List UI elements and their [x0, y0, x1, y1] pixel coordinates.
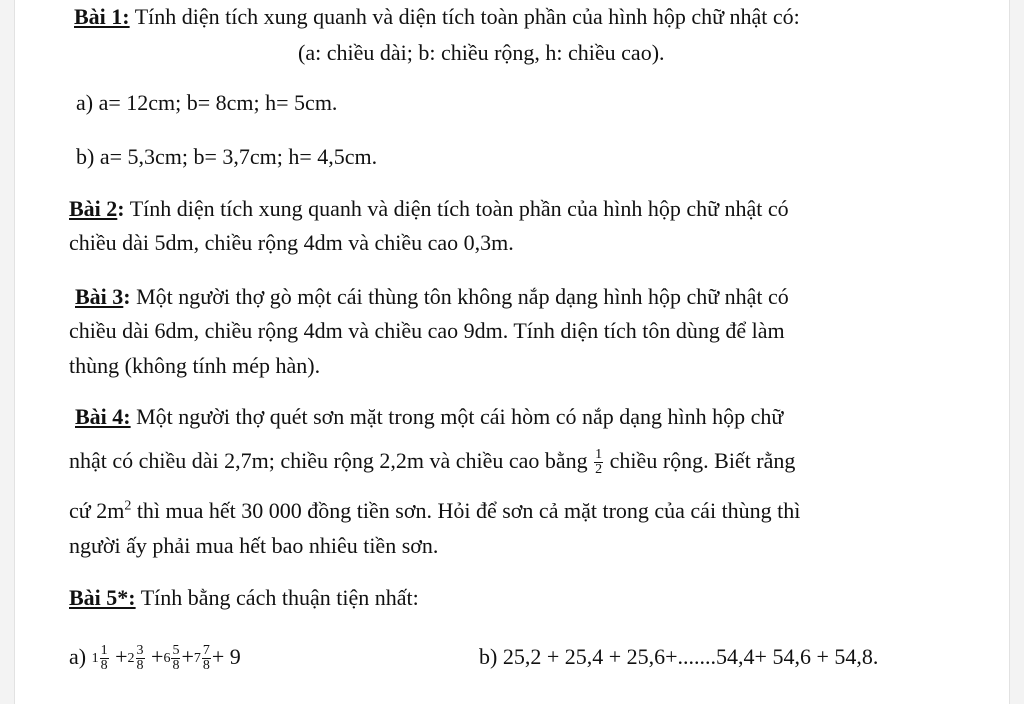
bai3-text1: Một người thợ gò một cái thùng tôn không nắp dạng hình hộp chữ nhật có [130, 284, 789, 309]
mixed-fraction [202, 644, 211, 673]
fraction-numerator: 7 [202, 643, 210, 659]
bai1-label: Bài 1: [74, 4, 130, 29]
operator: + [181, 644, 194, 669]
fraction-denominator: 8 [100, 658, 108, 674]
bai4-line4: người ấy phải mua hết bao nhiêu tiền sơn. [69, 533, 439, 558]
operator: + 9 [211, 644, 241, 669]
bai3-line2: chiều dài 6dm, chiều rộng 4dm và chiều cao 9dm. Tính diện tích tôn dùng để làm [69, 318, 785, 343]
bai5-line1 [69, 583, 419, 613]
fraction-numerator: 3 [136, 643, 144, 659]
bai2-line2: chiều dài 5dm, chiều rộng 4dm và chiều cao 0,3m. [69, 230, 514, 255]
bai2-line1 [69, 194, 789, 224]
mixed-number [91, 643, 128, 674]
bai5-text: Tính bằng cách thuận tiện nhất: [135, 585, 419, 610]
bai4-superscript: 2 [124, 498, 132, 514]
mixed-number [127, 643, 164, 674]
bai4-label: Bài 4: [75, 404, 131, 429]
fraction-denominator: 8 [172, 658, 180, 674]
page-edge-right [1009, 0, 1024, 704]
bai5-a-prefix: a) [69, 644, 92, 669]
bai1-note: (a: chiều dài; b: chiều rộng, h: chiều cao). [298, 40, 665, 65]
bai3-colon: : [123, 284, 131, 309]
bai4-text3b: thì mua hết 30 000 đồng tiền sơn. Hỏi để sơn cả mặt trong của cái thùng thì [131, 498, 801, 523]
bai4-text3a: cứ 2m [69, 498, 125, 523]
mixed-whole: 2 [127, 650, 135, 666]
bai5-part-b: b) 25,2 + 25,4 + 25,6+.......54,4+ 54,6 + 54,8. [479, 644, 879, 669]
fraction-denominator: 8 [202, 658, 210, 674]
operator: + [145, 644, 164, 669]
bai1-part-a: a) a= 12cm; b= 8cm; h= 5cm. [76, 90, 338, 115]
bai4-text2b: chiều rộng. Biết rằng [604, 448, 796, 473]
fraction-one-half [594, 448, 603, 477]
mixed-number [193, 643, 241, 674]
bai2-label: Bài 2 [69, 196, 118, 221]
bai2-colon: : [117, 196, 125, 221]
mixed-number [163, 643, 194, 674]
bai2-text1: Tính diện tích xung quanh và diện tích toàn phần của hình hộp chữ nhật có [124, 196, 789, 221]
bai4-line2 [69, 446, 795, 477]
fraction-denominator: 2 [595, 462, 603, 478]
fraction-numerator: 5 [172, 643, 180, 659]
mixed-fraction [171, 644, 180, 673]
bai1-part-b: b) a= 5,3cm; b= 3,7cm; h= 4,5cm. [76, 144, 378, 169]
mixed-fraction [100, 644, 109, 673]
mixed-whole: 6 [163, 650, 171, 666]
bai3-line1 [75, 282, 789, 312]
bai3-label: Bài 3 [75, 284, 124, 309]
operator: + [109, 644, 128, 669]
mixed-whole: 1 [91, 650, 99, 666]
fraction-numerator: 1 [595, 447, 603, 463]
bai1-text: Tính diện tích xung quanh và diện tích toàn phần của hình hộp chữ nhật có: [129, 4, 800, 29]
bai4-line1 [75, 402, 783, 432]
fraction-numerator: 1 [100, 643, 108, 659]
bai4-text2a: nhật có chiều dài 2,7m; chiều rộng 2,2m và chiều cao bằng [69, 448, 594, 473]
mixed-fraction [136, 644, 145, 673]
bai4-text1: Một người thợ quét sơn mặt trong một cái hòm có nắp dạng hình hộp chữ [130, 404, 784, 429]
bai1-line1 [74, 2, 800, 32]
fraction-denominator: 8 [136, 658, 144, 674]
bai5-label: Bài 5*: [69, 585, 136, 610]
page-edge-left [0, 0, 15, 704]
bai4-line3 [69, 496, 800, 526]
bai3-line3: thùng (không tính mép hàn). [69, 353, 321, 378]
mixed-whole: 7 [193, 650, 201, 666]
bai5-part-a [69, 642, 241, 674]
